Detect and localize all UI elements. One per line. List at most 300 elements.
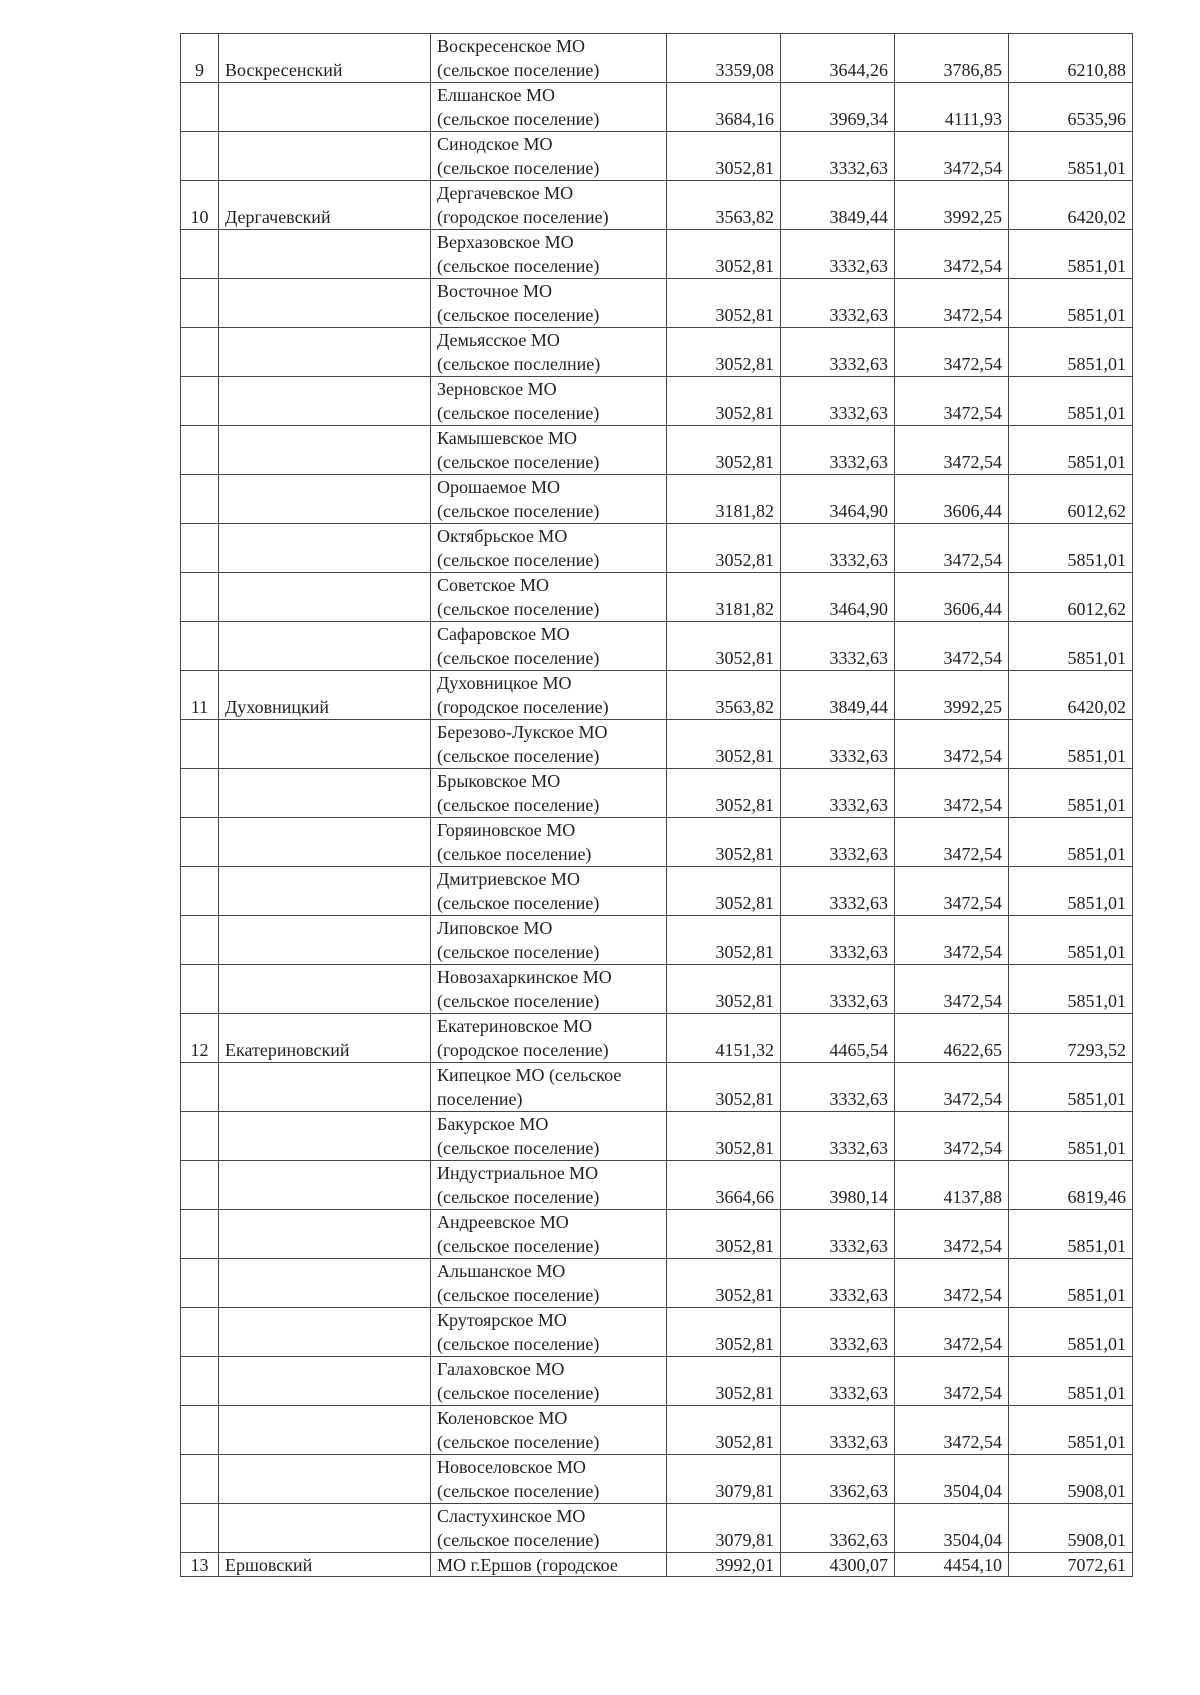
settlement-type: (сельское поселение): [437, 452, 600, 472]
municipality-name: Елшанское МО: [437, 85, 555, 105]
municipality-name: Новозахаркинское МО: [437, 967, 612, 987]
value-v2: 3332,63: [781, 720, 895, 769]
district-name: Воскресенский: [219, 34, 431, 83]
value-v2: 3332,63: [781, 769, 895, 818]
municipality-name: Новоселовское МО: [437, 1457, 586, 1477]
settlement-type: (сельское поселение): [437, 1138, 600, 1158]
value-v4: 5851,01: [1009, 230, 1133, 279]
municipality-cell: [431, 181, 667, 230]
municipality-name: Воскресенское МО: [437, 36, 585, 56]
municipality-name: Советское МО: [437, 575, 550, 595]
municipality-cell: [431, 573, 667, 622]
row-number: 9: [181, 34, 219, 83]
value-v3: 3472,54: [895, 1308, 1009, 1357]
table-row: [181, 426, 1133, 475]
value-v1: 3563,82: [667, 671, 781, 720]
value-v1: 3052,81: [667, 328, 781, 377]
value-v2: 3362,63: [781, 1504, 895, 1553]
municipality-cell: [431, 818, 667, 867]
table-row: [181, 1014, 1133, 1063]
table-row: [181, 1553, 1133, 1577]
municipality-cell: [431, 1112, 667, 1161]
table-row: [181, 377, 1133, 426]
row-number: [181, 622, 219, 671]
value-v1: 3079,81: [667, 1504, 781, 1553]
district-name: [219, 377, 431, 426]
table-row: [181, 1259, 1133, 1308]
value-v4: 6535,96: [1009, 83, 1133, 132]
municipality-name: Бакурское МО: [437, 1114, 549, 1134]
value-v3: 3472,54: [895, 1259, 1009, 1308]
row-number: [181, 818, 219, 867]
value-v2: 3332,63: [781, 867, 895, 916]
municipality-name: Кипецкое МО (сельское: [437, 1065, 622, 1085]
settlement-type: (сельское поселение): [437, 501, 600, 521]
settlement-type: (сельское поселение): [437, 746, 600, 766]
value-v2: 3332,63: [781, 1406, 895, 1455]
value-v3: 3472,54: [895, 720, 1009, 769]
value-v3: 3472,54: [895, 622, 1009, 671]
value-v4: 6012,62: [1009, 475, 1133, 524]
value-v3: 3472,54: [895, 426, 1009, 475]
municipality-name: Липовское МО: [437, 918, 553, 938]
row-number: [181, 1063, 219, 1112]
value-v2: 3849,44: [781, 671, 895, 720]
value-v2: 3644,26: [781, 34, 895, 83]
value-v4: 6420,02: [1009, 181, 1133, 230]
value-v2: 3332,63: [781, 1259, 895, 1308]
value-v3: 3472,54: [895, 1357, 1009, 1406]
value-v1: 3052,81: [667, 622, 781, 671]
value-v4: 5851,01: [1009, 1259, 1133, 1308]
municipality-cell: [431, 916, 667, 965]
tariff-table: [180, 33, 1133, 1577]
settlement-type: (сельское поселение): [437, 1432, 600, 1452]
table-row: [181, 1210, 1133, 1259]
settlement-type: (городское поселение): [437, 697, 609, 717]
row-number: [181, 1161, 219, 1210]
municipality-name: Дмитриевское МО: [437, 869, 580, 889]
value-v3: 3472,54: [895, 279, 1009, 328]
table-row: [181, 230, 1133, 279]
value-v1: 3052,81: [667, 1357, 781, 1406]
settlement-type: (сельское поселение): [437, 256, 600, 276]
municipality-cell: [431, 1406, 667, 1455]
district-name: Екатериновский: [219, 1014, 431, 1063]
table-row: [181, 1504, 1133, 1553]
value-v3: 4622,65: [895, 1014, 1009, 1063]
row-number: [181, 769, 219, 818]
value-v3: 3472,54: [895, 524, 1009, 573]
municipality-name: Синодское МО: [437, 134, 553, 154]
value-v4: 6210,88: [1009, 34, 1133, 83]
row-number: [181, 230, 219, 279]
municipality-name: Горяиновское МО: [437, 820, 576, 840]
value-v1: 3052,81: [667, 1308, 781, 1357]
municipality-name: Андреевское МО: [437, 1212, 569, 1232]
municipality-cell: [431, 83, 667, 132]
municipality-cell: [431, 1063, 667, 1112]
table-row: [181, 1308, 1133, 1357]
municipality-name: Сафаровское МО: [437, 624, 570, 644]
municipality-cell: [431, 230, 667, 279]
row-number: [181, 83, 219, 132]
municipality-cell: [431, 524, 667, 573]
value-v4: 5851,01: [1009, 1112, 1133, 1161]
municipality-cell: [431, 1259, 667, 1308]
value-v4: 5851,01: [1009, 769, 1133, 818]
value-v4: 5851,01: [1009, 1406, 1133, 1455]
municipality-name: МО г.Ершов (городское: [431, 1553, 667, 1577]
row-number: [181, 916, 219, 965]
value-v1: 3684,16: [667, 83, 781, 132]
district-name: [219, 1259, 431, 1308]
district-name: [219, 769, 431, 818]
value-v4: 5851,01: [1009, 1210, 1133, 1259]
value-v2: 3332,63: [781, 328, 895, 377]
district-name: Ершовский: [219, 1553, 431, 1577]
value-v1: 3052,81: [667, 524, 781, 573]
row-number: [181, 1357, 219, 1406]
value-v1: 4151,32: [667, 1014, 781, 1063]
district-name: [219, 328, 431, 377]
settlement-type: (сельское поселение): [437, 1383, 600, 1403]
table-row: [181, 328, 1133, 377]
row-number: [181, 426, 219, 475]
row-number: 11: [181, 671, 219, 720]
municipality-name: Индустриальное МО: [437, 1163, 599, 1183]
value-v1: 3052,81: [667, 279, 781, 328]
district-name: [219, 1063, 431, 1112]
district-name: [219, 818, 431, 867]
table-row: [181, 916, 1133, 965]
row-number: [181, 279, 219, 328]
municipality-name: Коленовское МО: [437, 1408, 568, 1428]
municipality-name: Орошаемое МО: [437, 477, 560, 497]
table-row: [181, 1357, 1133, 1406]
value-v3: 3472,54: [895, 1210, 1009, 1259]
district-name: Дергачевский: [219, 181, 431, 230]
value-v4: 5851,01: [1009, 279, 1133, 328]
settlement-type: поселение): [437, 1089, 523, 1109]
value-v4: 5851,01: [1009, 328, 1133, 377]
row-number: [181, 328, 219, 377]
table-row: [181, 965, 1133, 1014]
row-number: [181, 573, 219, 622]
value-v1: 3052,81: [667, 1210, 781, 1259]
value-v2: 3849,44: [781, 181, 895, 230]
table-row: [181, 1112, 1133, 1161]
value-v1: 3181,82: [667, 475, 781, 524]
municipality-cell: [431, 671, 667, 720]
municipality-name: Крутоярское МО: [437, 1310, 567, 1330]
municipality-cell: [431, 1504, 667, 1553]
table-row: [181, 671, 1133, 720]
value-v1: 3181,82: [667, 573, 781, 622]
table-row: [181, 1406, 1133, 1455]
municipality-name: Верхазовское МО: [437, 232, 574, 252]
row-number: [181, 132, 219, 181]
municipality-name: Дергачевское МО: [437, 183, 574, 203]
value-v3: 3472,54: [895, 1063, 1009, 1112]
value-v2: 3332,63: [781, 279, 895, 328]
value-v3: 3472,54: [895, 965, 1009, 1014]
row-number: [181, 1308, 219, 1357]
municipality-name: Восточное МО: [437, 281, 553, 301]
district-name: [219, 1210, 431, 1259]
district-name: [219, 916, 431, 965]
value-v1: 3079,81: [667, 1455, 781, 1504]
row-number: [181, 1259, 219, 1308]
value-v4: 5908,01: [1009, 1455, 1133, 1504]
settlement-type: (сельское поселение): [437, 1187, 600, 1207]
value-v3: 3504,04: [895, 1504, 1009, 1553]
table-row: [181, 720, 1133, 769]
value-v1: 3359,08: [667, 34, 781, 83]
settlement-type: (сельское поселение): [437, 1334, 600, 1354]
value-v3: 3786,85: [895, 34, 1009, 83]
municipality-name: Екатериновское МО: [437, 1016, 593, 1036]
district-name: [219, 1455, 431, 1504]
value-v1: 3052,81: [667, 916, 781, 965]
row-number: [181, 867, 219, 916]
value-v2: 3332,63: [781, 1357, 895, 1406]
value-v1: 3992,01: [667, 1553, 781, 1577]
row-number: [181, 475, 219, 524]
municipality-name: Галаховское МО: [437, 1359, 565, 1379]
value-v3: 3472,54: [895, 769, 1009, 818]
settlement-type: (сельское поселение): [437, 1285, 600, 1305]
value-v4: 6420,02: [1009, 671, 1133, 720]
row-number: [181, 965, 219, 1014]
settlement-type: (сельское поселение): [437, 1481, 600, 1501]
municipality-cell: [431, 1455, 667, 1504]
row-number: 10: [181, 181, 219, 230]
municipality-name: Зерновское МО: [437, 379, 557, 399]
value-v1: 3052,81: [667, 1259, 781, 1308]
row-number: [181, 1406, 219, 1455]
district-name: [219, 1112, 431, 1161]
settlement-type: (сельское поселение): [437, 795, 600, 815]
value-v3: 3504,04: [895, 1455, 1009, 1504]
value-v1: 3052,81: [667, 769, 781, 818]
value-v2: 3332,63: [781, 1308, 895, 1357]
value-v4: 5851,01: [1009, 818, 1133, 867]
value-v4: 7293,52: [1009, 1014, 1133, 1063]
value-v2: 3332,63: [781, 622, 895, 671]
value-v4: 5851,01: [1009, 426, 1133, 475]
table-row: [181, 573, 1133, 622]
value-v3: 4137,88: [895, 1161, 1009, 1210]
row-number: [181, 524, 219, 573]
district-name: [219, 867, 431, 916]
table-row: [181, 34, 1133, 83]
value-v2: 3332,63: [781, 1063, 895, 1112]
settlement-type: (сельское поселение): [437, 109, 600, 129]
value-v3: 4454,10: [895, 1553, 1009, 1577]
value-v3: 3472,54: [895, 916, 1009, 965]
value-v4: 7072,61: [1009, 1553, 1133, 1577]
value-v1: 3052,81: [667, 1063, 781, 1112]
value-v4: 5851,01: [1009, 720, 1133, 769]
settlement-type: (сельское поселение): [437, 648, 600, 668]
value-v1: 3052,81: [667, 1112, 781, 1161]
table-row: [181, 524, 1133, 573]
table-row: [181, 1455, 1133, 1504]
table-row: [181, 83, 1133, 132]
value-v2: 3332,63: [781, 426, 895, 475]
row-number: [181, 1112, 219, 1161]
municipality-cell: [431, 132, 667, 181]
district-name: [219, 965, 431, 1014]
municipality-cell: [431, 1308, 667, 1357]
settlement-type: (сельское послелние): [437, 354, 601, 374]
value-v1: 3052,81: [667, 377, 781, 426]
value-v3: 3992,25: [895, 181, 1009, 230]
district-name: [219, 132, 431, 181]
municipality-cell: [431, 720, 667, 769]
value-v2: 4465,54: [781, 1014, 895, 1063]
value-v2: 3362,63: [781, 1455, 895, 1504]
value-v2: 3332,63: [781, 230, 895, 279]
value-v3: 3472,54: [895, 867, 1009, 916]
district-name: [219, 83, 431, 132]
row-number: [181, 720, 219, 769]
value-v1: 3052,81: [667, 132, 781, 181]
value-v4: 6819,46: [1009, 1161, 1133, 1210]
district-name: [219, 720, 431, 769]
municipality-cell: [431, 34, 667, 83]
settlement-type: (сельское поселение): [437, 1530, 600, 1550]
municipality-name: Сластухинское МО: [437, 1506, 586, 1526]
municipality-cell: [431, 769, 667, 818]
row-number: [181, 1455, 219, 1504]
district-name: [219, 230, 431, 279]
settlement-type: (сельское поселение): [437, 158, 600, 178]
district-name: [219, 1504, 431, 1553]
settlement-type: (сельское поселение): [437, 60, 600, 80]
value-v3: 3472,54: [895, 818, 1009, 867]
table-row: [181, 769, 1133, 818]
value-v4: 5851,01: [1009, 867, 1133, 916]
value-v1: 3563,82: [667, 181, 781, 230]
value-v3: 3472,54: [895, 230, 1009, 279]
table-row: [181, 818, 1133, 867]
value-v1: 3052,81: [667, 720, 781, 769]
value-v2: 3332,63: [781, 1210, 895, 1259]
value-v4: 5851,01: [1009, 1308, 1133, 1357]
value-v1: 3052,81: [667, 230, 781, 279]
row-number: 12: [181, 1014, 219, 1063]
value-v4: 5851,01: [1009, 132, 1133, 181]
value-v1: 3052,81: [667, 965, 781, 1014]
value-v3: 3606,44: [895, 475, 1009, 524]
municipality-name: Духовницкое МО: [437, 673, 572, 693]
municipality-cell: [431, 965, 667, 1014]
value-v2: 3332,63: [781, 377, 895, 426]
table-row: [181, 279, 1133, 328]
value-v2: 3332,63: [781, 132, 895, 181]
value-v3: 4111,93: [895, 83, 1009, 132]
value-v3: 3992,25: [895, 671, 1009, 720]
district-name: [219, 1161, 431, 1210]
district-name: [219, 524, 431, 573]
value-v2: 3980,14: [781, 1161, 895, 1210]
table-row: [181, 475, 1133, 524]
value-v3: 3472,54: [895, 377, 1009, 426]
district-name: [219, 475, 431, 524]
municipality-cell: [431, 867, 667, 916]
table-row: [181, 132, 1133, 181]
municipality-cell: [431, 1161, 667, 1210]
district-name: [219, 622, 431, 671]
row-number: [181, 377, 219, 426]
table-row: [181, 622, 1133, 671]
row-number: [181, 1210, 219, 1259]
settlement-type: (селькое поселение): [437, 844, 592, 864]
settlement-type: (сельское поселение): [437, 991, 600, 1011]
value-v2: 4300,07: [781, 1553, 895, 1577]
district-name: [219, 1357, 431, 1406]
municipality-cell: [431, 426, 667, 475]
value-v4: 5908,01: [1009, 1504, 1133, 1553]
settlement-type: (сельское поселение): [437, 1236, 600, 1256]
value-v4: 5851,01: [1009, 377, 1133, 426]
value-v1: 3664,66: [667, 1161, 781, 1210]
municipality-cell: [431, 475, 667, 524]
municipality-cell: [431, 328, 667, 377]
district-name: Духовницкий: [219, 671, 431, 720]
settlement-type: (городское поселение): [437, 1040, 609, 1060]
municipality-cell: [431, 279, 667, 328]
value-v4: 5851,01: [1009, 916, 1133, 965]
table-row: [181, 181, 1133, 230]
value-v1: 3052,81: [667, 1406, 781, 1455]
district-name: [219, 279, 431, 328]
value-v4: 5851,01: [1009, 965, 1133, 1014]
municipality-name: Березово-Лукское МО: [437, 722, 608, 742]
value-v4: 5851,01: [1009, 1357, 1133, 1406]
value-v3: 3472,54: [895, 1406, 1009, 1455]
value-v4: 5851,01: [1009, 1063, 1133, 1112]
municipality-cell: [431, 1210, 667, 1259]
value-v2: 3464,90: [781, 573, 895, 622]
value-v3: 3472,54: [895, 132, 1009, 181]
value-v2: 3332,63: [781, 916, 895, 965]
municipality-cell: [431, 1357, 667, 1406]
value-v1: 3052,81: [667, 867, 781, 916]
value-v2: 3332,63: [781, 965, 895, 1014]
table-row: [181, 1161, 1133, 1210]
municipality-name: Камышевское МО: [437, 428, 578, 448]
municipality-name: Альшанское МО: [437, 1261, 566, 1281]
value-v2: 3332,63: [781, 524, 895, 573]
value-v2: 3332,63: [781, 1112, 895, 1161]
district-name: [219, 1308, 431, 1357]
district-name: [219, 573, 431, 622]
value-v2: 3464,90: [781, 475, 895, 524]
settlement-type: (сельское поселение): [437, 305, 600, 325]
municipality-name: Брыковское МО: [437, 771, 561, 791]
settlement-type: (сельское поселение): [437, 942, 600, 962]
value-v1: 3052,81: [667, 426, 781, 475]
settlement-type: (сельское поселение): [437, 893, 600, 913]
value-v3: 3472,54: [895, 1112, 1009, 1161]
settlement-type: (городское поселение): [437, 207, 609, 227]
municipality-name: Демьясское МО: [437, 330, 560, 350]
value-v3: 3472,54: [895, 328, 1009, 377]
row-number: [181, 1504, 219, 1553]
